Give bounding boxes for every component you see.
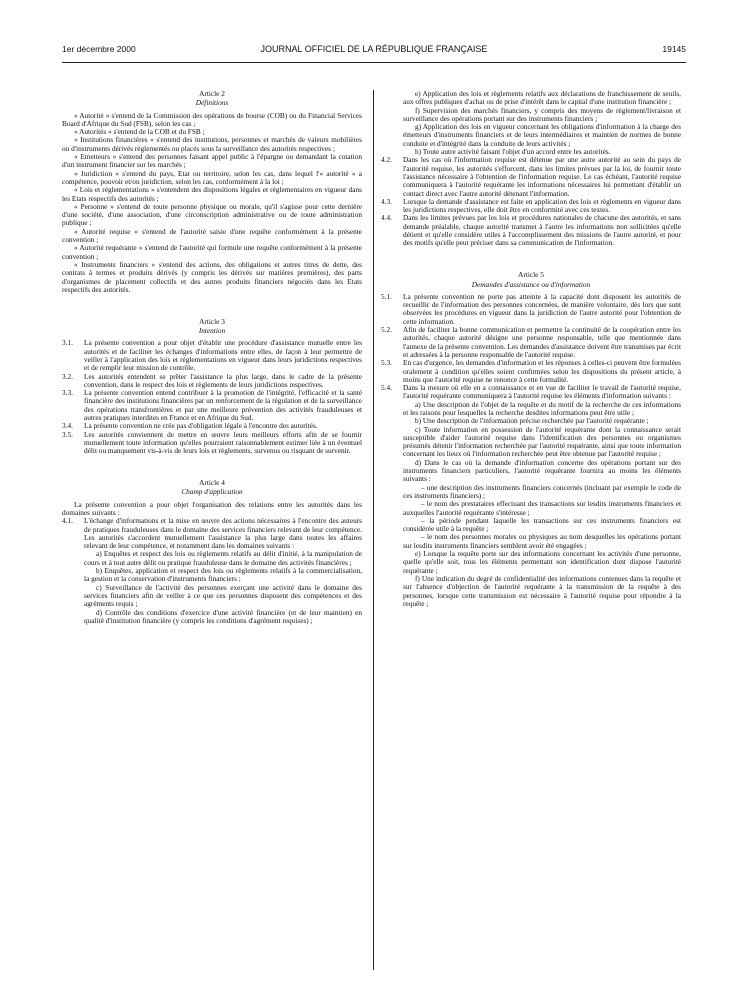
paragraph: « Institutions financières » s'entend des institutions, personnes et marchés de valeurs mobilières ou d'instruments dérivés réglementés ou placés sous la surveillance des autorités respectives ; — [62, 135, 362, 153]
numbered-paragraph — [381, 198, 681, 215]
dash-item: – le nom des prestataires effectuant des transactions sur lesdits instruments financiers et auxquelles l'autorité requérante s'intéresse ; — [403, 499, 681, 517]
article-title: Article 5 — [518, 270, 544, 280]
paragraph-number: 4.3. — [381, 196, 392, 206]
paragraph: « Emetteurs » s'entend des personnes faisant appel public à l'épargne ou demandant la cotation d'un instrument financier sur les marchés ; — [62, 152, 362, 170]
paragraph: La présente convention a pour objet l'organisation des relations entre les autorités dans les domaines suivants : — [62, 499, 362, 517]
page-number: 19145 — [662, 44, 686, 54]
numbered-paragraph — [62, 339, 362, 372]
paragraph-text: La présente convention ne porte pas atteinte à la capacité dont disposent les autorités de recueillir de l'information des personnes concernées, de manière volontaire, dès lors que sont observées les procédures en vigueur dans la juridiction de l'autre autorité pour l'obtention de cette information. — [403, 291, 681, 326]
paragraph-text: La présente convention entend contribuer à la promotion de l'intégrité, l'efficacité et la santé financière des institutions financières par un renforcement de la régulation et de la surveillance des opérations transfrontières et par une meilleure prévention des activités frauduleuses et autres pratiques interdites en France et en Afrique du Sud. — [84, 388, 362, 422]
lettered-item: f) Une indication du degré de confidentialité des informations contenues dans la requête et sur l'absence d'objection de l'autorité requérante à la transmission de la requête à des personnes, lorsque cette transmission est nécessaire à l'autorité requise pour répondre à la requête ; — [403, 573, 681, 608]
article-subtitle: Demandes d'assistance ou d'information — [471, 279, 591, 289]
paragraph-number: 3.3. — [62, 388, 73, 398]
paragraph-text: L'échange d'informations et la mise en œuvre des actions nécessaires à l'encontre des auteurs de pratiques frauduleuses dans le domaine des services financiers relevant de leur compétence. Les autorités s'accordent mutuellement l'assistance la plus large dans toutes les affaires relevant de leur compétence, et notamment dans les domaines suivants : — [84, 516, 362, 551]
numbered-paragraph — [381, 359, 681, 384]
paragraph: « Juridiction » s'entend du pays, Etat ou territoire, selon les cas, dans lequel l'« autorité » a compétence, pouvoir et/ou juridiction, selon les cas, conformément à la loi ; — [62, 168, 362, 186]
section-gap — [62, 463, 362, 472]
paragraph-number: 5.4. — [381, 383, 392, 393]
paragraph-text: Dans les limites prévues par les lois et procédures nationales de chacune des autorités, et sans demande préalable, chaque autorité transmet à l'autre les informations non sollicitées qu'elle détient et qu'elle considère utiles à l'accomplissement des missions de l'autre autorité, et pour des motifs qu'elle peut préciser dans sa communication de l'information. — [403, 213, 681, 248]
article-title: Article 2 — [199, 89, 225, 98]
paragraph: « Personne » s'entend de toute personne physique ou morale, qu'il s'agisse pour cette dernière d'une société, d'une association, d'une circonscription administrative ou de toute administration publique ; — [62, 201, 362, 228]
paragraph-number: 3.2. — [62, 371, 73, 381]
numbered-paragraph — [62, 517, 362, 550]
header-rule — [62, 62, 686, 63]
paragraph-number: 3.1. — [62, 338, 73, 348]
lettered-item: f) Supervision des marchés financiers, y compris des moyens de règlement/livraison et surveillance des opérations portant sur des instruments financiers ; — [403, 105, 681, 123]
lettered-item: e) Application des lois et règlements relatifs aux déclarations de franchissement de seuils, aux offres publiques d'achat ou de prise d'intérêt dans le capital d'une institution financière ; — [403, 89, 681, 107]
article-subtitle: Intention — [198, 326, 226, 336]
article-title: Article 3 — [199, 316, 225, 326]
left-column — [62, 90, 362, 625]
paragraph-number: 3.5. — [62, 429, 73, 439]
dash-item: – le nom des personnes morales ou physiques au nom desquelles les opérations portant sur lesdits instruments financiers semblent avoir été engagées ; — [403, 532, 681, 550]
paragraph: « Autorité » s'entend de la Commission des opérations de bourse (COB) ou du Financial Services Board d'Afrique du Sud (FSB), selon les cas ; — [62, 110, 362, 128]
numbered-paragraph — [381, 326, 681, 359]
paragraph-text: Lorsque la demande d'assistance est faite en application des lois et règlements en vigueur dans les juridictions respectives, elle doit être en conformité avec ces textes. — [403, 196, 681, 215]
dash-item: – la période pendant laquelle les transactions sur ces instruments financiers est considérée utile à la requête ; — [403, 515, 681, 534]
paragraph: « Autorité requérante » s'entend de l'autorité qui formule une requête conformément à la présente convention ; — [62, 243, 362, 261]
column-divider — [373, 90, 374, 970]
lettered-item: b) Enquêtes, application et respect des lois ou règlements relatifs à la commercialisation, la gestion et la conservation d'instruments financiers ; — [84, 566, 362, 584]
paragraph-text: Afin de faciliter la bonne communication et permettre la continuité de la coopération entre les autorités, chaque autorité désigne une personne responsable, telle que mentionnée dans l'annexe de la présente convention. Les demandes d'assistance doivent être transmises par écrit et adressées à la personne responsable de l'autorité requise. — [403, 325, 681, 359]
numbered-paragraph — [62, 431, 362, 456]
article-title: Article 4 — [199, 478, 225, 488]
numbered-paragraph — [381, 384, 681, 401]
paragraph-text: La présente convention ne crée pas d'obligation légale à l'encontre des autorités. — [84, 421, 318, 431]
lettered-item: e) Lorsque la requête porte sur des informations concernant les activités d'une personne, quelle qu'elle soit, tous les éléments permettant son identification dont dispose l'autorité requérante ; — [403, 549, 681, 575]
dash-item: – une description des instruments financiers concernés (incluant par exemple le code de ces instruments financiers) ; — [403, 482, 681, 500]
paragraph: « Autorités » s'entend de la COB et du FSB ; — [74, 127, 205, 137]
journal-title: JOURNAL OFFICIEL DE LA RÉPUBLIQUE FRANÇAISE — [260, 44, 488, 54]
lettered-item: c) Surveillance de l'activité des personnes exerçant une activité dans le domaine des services financiers afin de veiller à ce que ces personnes disposent des compétences et des agréments requis ; — [84, 582, 362, 609]
section-gap — [381, 255, 681, 264]
lettered-item: b) Une description de l'information précise recherchée par l'autorité requérante ; — [415, 416, 649, 426]
paragraph-number: 4.2. — [381, 155, 392, 165]
lettered-item: a) Une description de l'objet de la requête et du motif de la recherche de ces informations et les raisons pour lesquelles la recherche desdites informations peut être utile ; — [403, 399, 681, 417]
paragraph-text: Dans les cas où l'information requise est détenue par une autre autorité au sein du pays de l'autorité requise, les autorités s'efforcent, dans les limites prévues par la loi, de fournir toute l'assistance nécessaire à l'obtention de l'information requise. Le cas échéant, l'autorité requise communiquera à l'autorité requérante les informations nécessaires lui permettant d'établir un contact direct avec l'autre autorité détenant l'information. — [403, 155, 681, 198]
paragraph-number: 4.4. — [381, 213, 392, 223]
paragraph-number: 5.2. — [381, 325, 392, 335]
paragraph-text: Les autorités entendent se prêter l'assistance la plus large, dans le cadre de la présente convention, dans le respect des lois et règlements de leurs juridictions respectives. — [84, 371, 362, 389]
paragraph-number: 5.1. — [381, 291, 392, 301]
paragraph-text: Les autorités conviennent de mettre en œuvre leurs meilleurs efforts afin de se fournir mutuellement toute information qu'elles pourraient raisonnablement estimer liée à un éventuel délit ou manquement vis-à-vis de leurs lois et règlements, survenus ou risquant de survenir. — [84, 429, 362, 456]
header-date: 1er décembre 2000 — [62, 44, 136, 54]
right-column — [381, 90, 681, 608]
lettered-item: a) Enquêtes et respect des lois ou règlements relatifs au délit d'initié, à la manipulation de cours et à tout autre délit ou pratique frauduleuse dans le domaine des activités financières ; — [84, 549, 362, 567]
paragraph-text: Dans la mesure où elle en a connaissance et en vue de faciliter le travail de l'autorité requise, l'autorité requérante communiquera à l'autorité requise les éléments d'information suivants : — [403, 383, 681, 401]
paragraph: « Lois et réglementations » s'entendent des dispositions légales et réglementaires en vigueur dans les Etats respectifs des autorités ; — [62, 185, 362, 203]
paragraph: « Instruments financiers » s'entend des actions, des obligations et autres titres de dette, des contrats à termes et produits dérivés (y compris les dérivés sur matières premières), des parts d'organismes de placement collectifs et des autres produits financiers négociés dans les Etats respectifs des autorités. — [62, 259, 362, 294]
lettered-item: d) Dans le cas où la demande d'information concerne des opérations portant sur des instruments financiers particuliers, l'autorité requérante fournira au moins les éléments suivants : — [403, 457, 681, 484]
article-subtitle: Définitions — [195, 98, 229, 108]
lettered-item: d) Contrôle des conditions d'exercice d'une activité financière (et de leur maintien) en qualité d'institution financière (y compris les conditions d'agrément requises) ; — [84, 607, 362, 625]
page-header — [62, 44, 686, 58]
paragraph-text: En cas d'urgence, les demandes d'information et les réponses à celles-ci peuvent être formulées oralement à condition qu'elles soient confirmées selon les dispositions du présent article, à moins que l'autorité requise ne renonce à cette formalité. — [403, 358, 681, 384]
numbered-paragraph — [62, 373, 362, 390]
article-subtitle: Champ d'application — [181, 487, 243, 497]
paragraph-text: La présente convention a pour objet d'établir une procédure d'assistance mutuelle entre les autorités et de faciliter les échanges d'informations entre elles, de façon à leur permettre de veiller à l'application des lois et réglementations en vigueur dans leurs juridictions respectives et de remplir leur mission de contrôle. — [84, 338, 362, 373]
numbered-paragraph — [381, 156, 681, 197]
lettered-item: h) Toute autre activité faisant l'objet d'un accord entre les autorités. — [415, 147, 611, 157]
lettered-item: g) Application des lois en vigueur concernant les obligations d'information à la charge des émetteurs d'instruments financiers et de leurs intermédiaires et maintien de normes de bonne conduite et d'intégrité dans la conduite de leurs activités ; — [403, 122, 681, 148]
paragraph-number: 4.1. — [62, 516, 73, 526]
paragraph: « Autorité requise » s'entend de l'autorité saisie d'une requête conformément à la présente convention ; — [62, 226, 362, 245]
numbered-paragraph — [62, 389, 362, 422]
numbered-paragraph — [381, 214, 681, 247]
numbered-paragraph — [381, 293, 681, 326]
section-gap — [62, 301, 362, 310]
paragraph-number: 5.3. — [381, 358, 392, 368]
paragraph-number: 3.4. — [62, 421, 73, 431]
lettered-item: c) Toute information en possession de l'autorité requérante dont la connaissance serait susceptible d'aider l'autorité requise dans l'identification des personnes ou organismes présumés détenir l'information recherchée par l'autorité requérante, ainsi que toute information concernant les lieux où l'information recherchée peut être obtenue par l'autorité requise ; — [403, 424, 681, 459]
